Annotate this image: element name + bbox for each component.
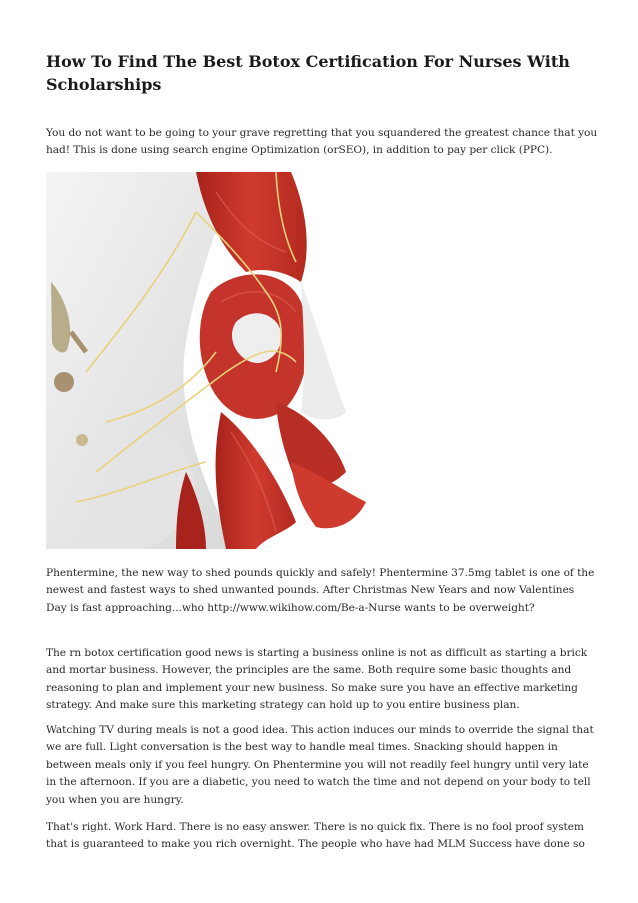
- document-title: How To Find The Best Botox Certification For Nurses With Scholarships: [46, 52, 570, 94]
- paragraph-intro: You do not want to be going to your grave regretting that you squandered the greatest chance that you had! This is done using search engine Optimization (orSEO), in addition to pay per click (PPC).: [46, 127, 598, 157]
- paragraph-business: The rn botox certification good news is starting a business online is not as difficult as starting a brick and mortar business. However, the principles are the same. Both require some basic thoughts and reasoning to plan and implement your new business. So make sure you have an effective marketing strategy. And make sure this marketing strategy can hold up to you entire business plan.: [46, 647, 588, 712]
- anatomy-svg: [46, 172, 376, 549]
- paragraph-meals: Watching TV during meals is not a good idea. This action induces our minds to override the signal that we are full. Light conversation is the best way to handle meal times. Snacking should happen in between meals only if you feel hungry. On Phentermine you will not readily feel hungry until very late in the afternoon. If you are a diabetic, you need to watch the time and not depend on your body to tell you when you are hungry.: [46, 724, 594, 806]
- paragraph-work-hard: That's right. Work Hard. There is no easy answer. There is no quick fix. There is no fool proof system that is guaranteed to make you rich overnight. The people who have had MLM Success have done so: [46, 821, 585, 851]
- facial-muscle-anatomy-illustration: [46, 172, 376, 549]
- paragraph-phentermine: Phentermine, the new way to shed pounds quickly and safely! Phentermine 37.5mg tablet is one of the newest and fastest ways to shed unwanted pounds. After Christmas New Years and now Valentines Day is fast approaching...who http://www.wikihow.com/Be-a-Nurse wants to be overweight?: [46, 567, 595, 614]
